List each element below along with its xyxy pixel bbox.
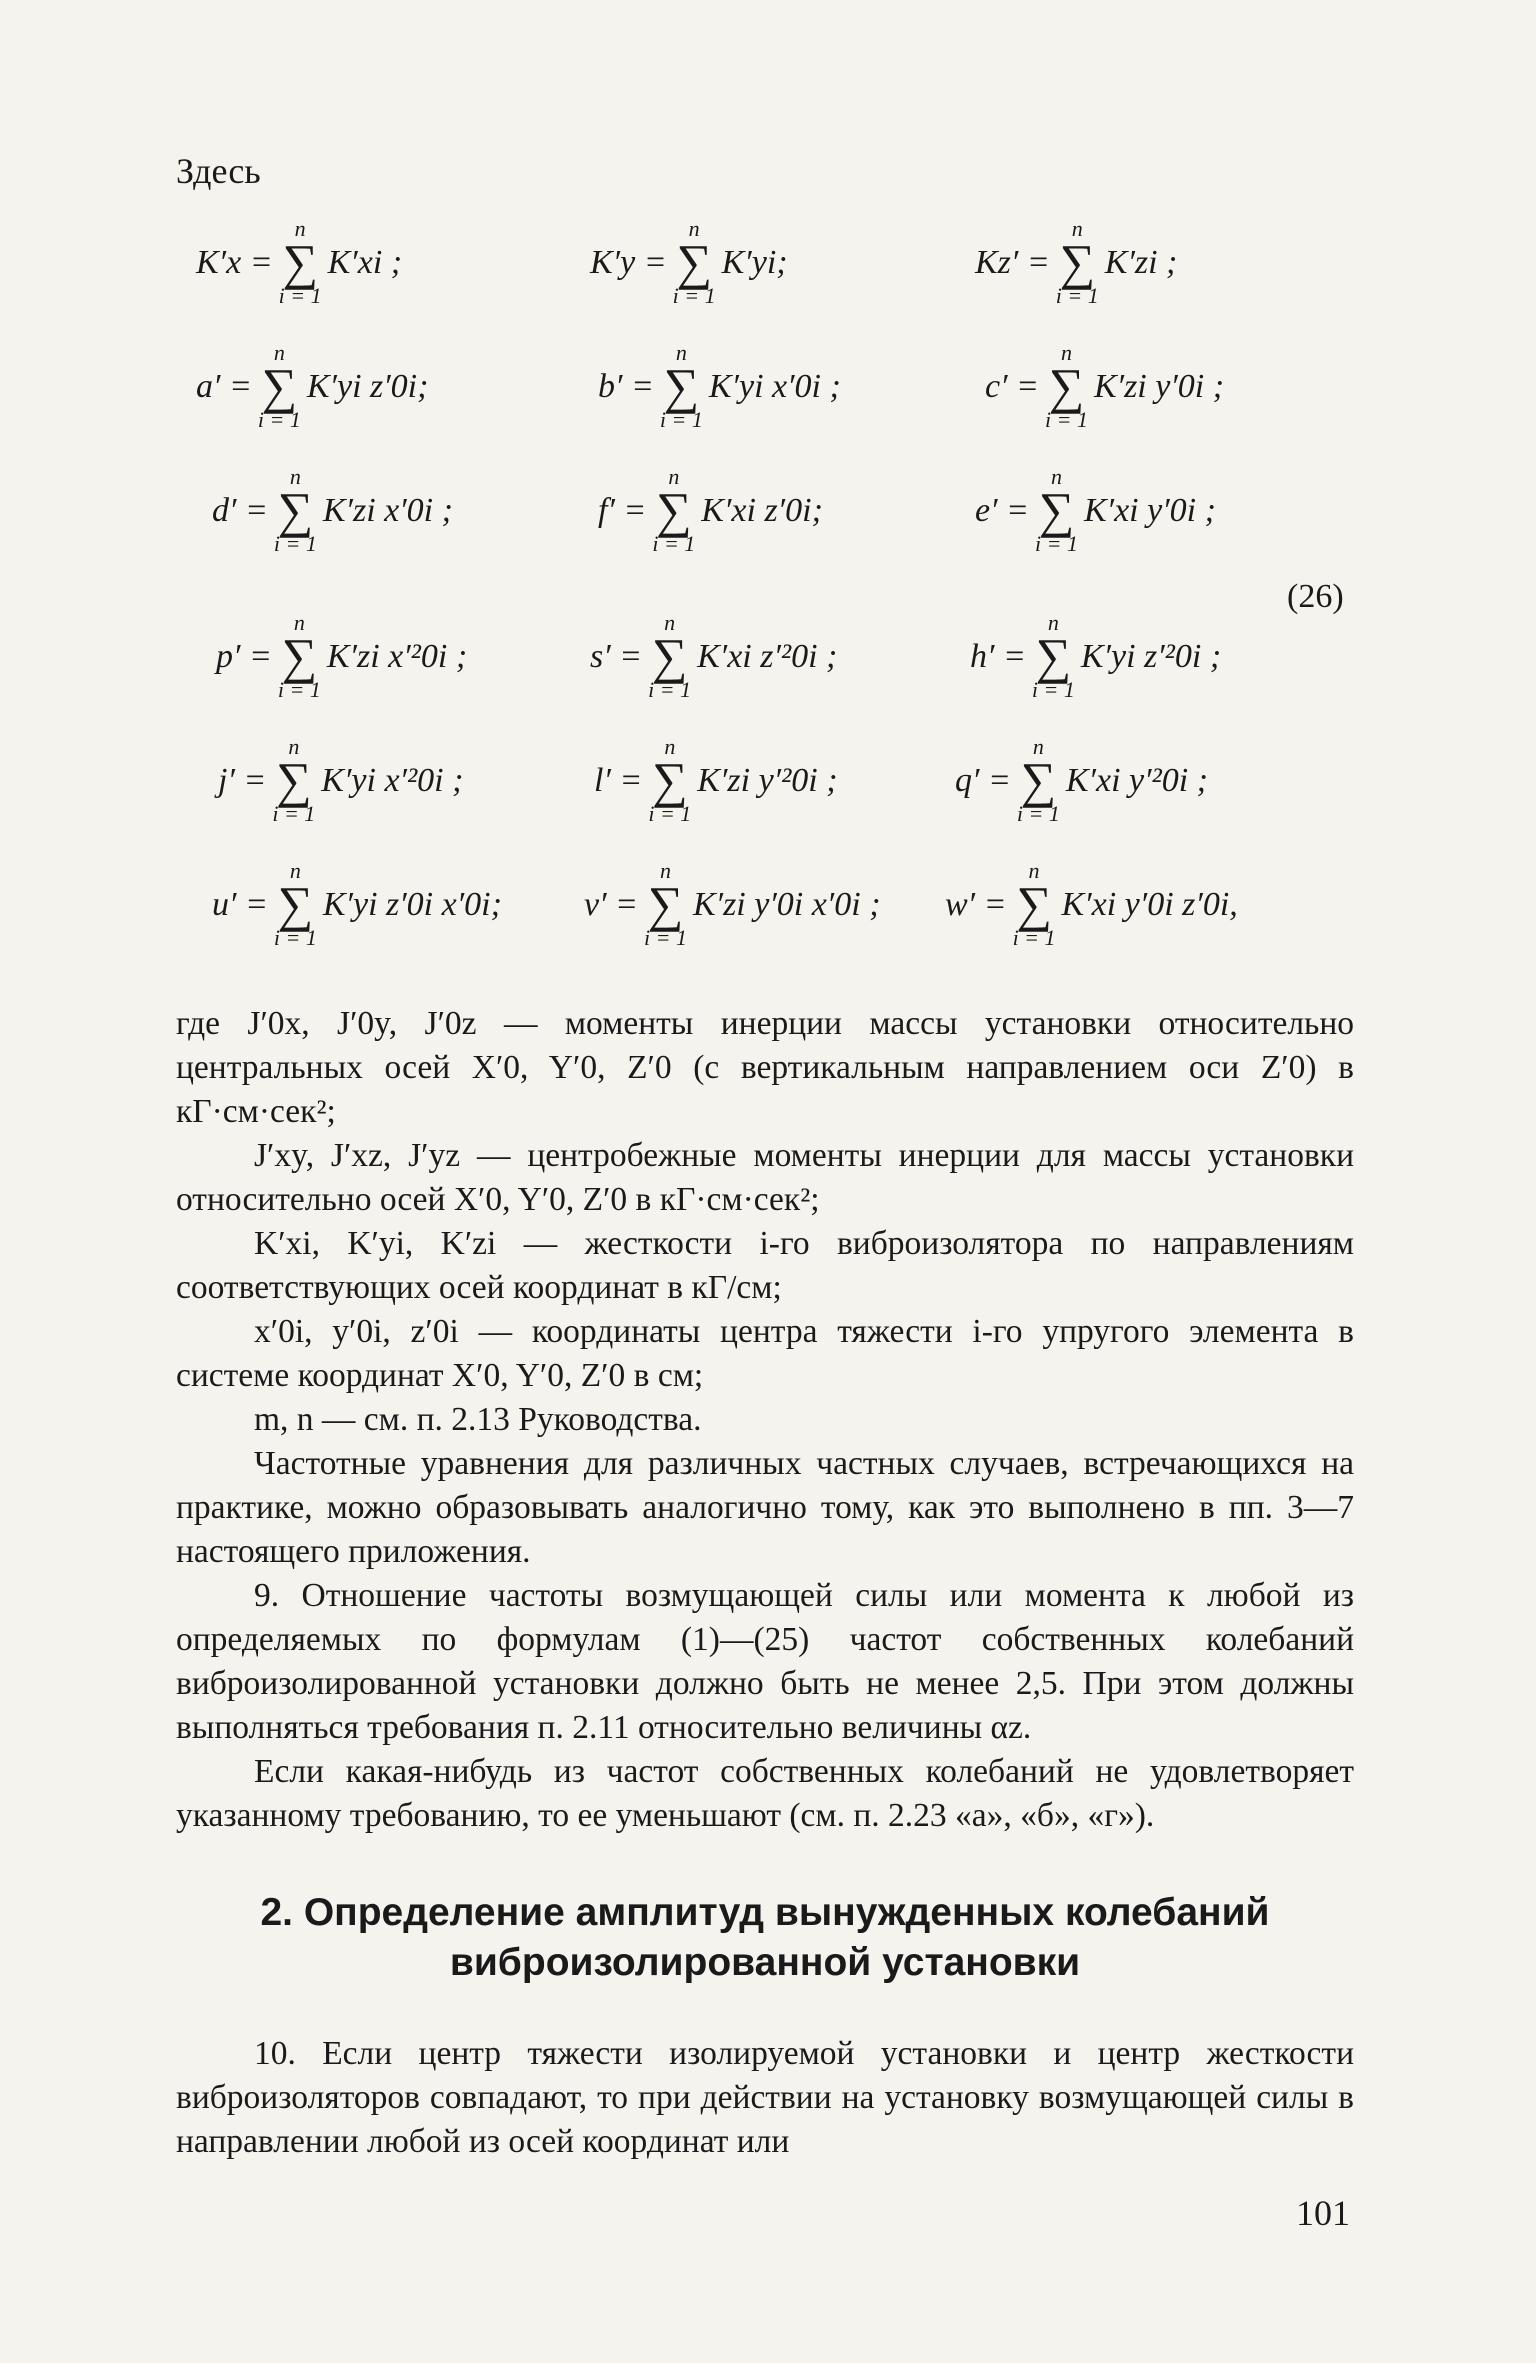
formula-f: f′ = n ∑ i = 1 K′xi z′0i; [598,464,823,556]
formula-s: s′ = n ∑ i = 1 K′xi z′²0i ; [590,610,838,702]
paragraph-if-frequency: Если какая-нибудь из частот собственных колебаний не удовлетворяет указанному требованию, то ее уменьшают (см. п. 2.23 «а», «б», «г»). [176,1753,1354,1834]
formula-q: q′ = n ∑ i = 1 K′xi y′²0i ; [955,734,1209,826]
formula-e: e′ = n ∑ i = 1 K′xi y′0i ; [975,464,1216,556]
equation-number: (26) [1287,578,1344,615]
formula-j: j′ = n ∑ i = 1 K′yi x′²0i ; [218,734,464,826]
page-number: 101 [1296,2193,1350,2233]
paragraph-9: 9. Отношение частоты возмущающей силы или момента к любой из определяемых по формулам (1)—(25) частот собственных колебаний виброизолированной установки должно быть не менее 2,5. При этом должны выполняться требования п. 2.11 относительно величины αz. [176,1577,1354,1746]
section-heading: 2. Определение амплитуд вынужденных колебаний виброизолированной установки [260,1891,1270,1984]
definition-centrifugal: J′xy, J′xz, J′yz — центробежные моменты инерции для массы установки относительно осей X′0, Y′0, Z′0 в кГ·см·сек²; [176,1137,1354,1218]
paragraph-frequency-equations: Частотные уравнения для различных частных случаев, встречающихся на практике, можно образовывать аналогично тому, как это выполнено в пп. 3—7 настоящего приложения. [176,1445,1354,1570]
formula-ky: K′y = n ∑ i = 1 K′yi; [590,216,788,308]
formula-a: a′ = n ∑ i = 1 K′yi z′0i; [196,340,429,432]
formula-w: w′ = n ∑ i = 1 K′xi y′0i z′0i, [945,858,1238,950]
formula-v: v′ = n ∑ i = 1 K′zi y′0i x′0i ; [584,858,881,950]
definition-mn: m, n — см. п. 2.13 Руководства. [254,1401,702,1438]
formula-h: h′ = n ∑ i = 1 K′yi z′²0i ; [970,610,1222,702]
paragraph-10: 10. Если центр тяжести изолируемой установки и центр жесткости виброизоляторов совпадают, то при действии на установку возмущающей силы в направлении любой из осей координат или [176,2035,1354,2160]
formula-c: c′ = n ∑ i = 1 K′zi y′0i ; [985,340,1225,432]
formula-kx: K′x = n ∑ i = 1 K′xi ; [196,216,403,308]
formula-b: b′ = n ∑ i = 1 K′yi x′0i ; [598,340,841,432]
formula-l: l′ = n ∑ i = 1 K′zi y′²0i ; [594,734,838,826]
definition-coordinates: x′0i, y′0i, z′0i — координаты центра тяжести i-го упругого элемента в системе координат X′0, Y′0, Z′0 в см; [176,1313,1354,1394]
intro-word: Здесь [176,151,261,191]
formula-d: d′ = n ∑ i = 1 K′zi x′0i ; [212,464,453,556]
definition-inertia: где J′0x, J′0y, J′0z — моменты инерции массы установки относительно центральных осей X′0, Y′0, Z′0 (с вертикальным направлением оси Z′0) в кГ·см·сек²; [176,1005,1354,1130]
formula-p: p′ = n ∑ i = 1 K′zi x′²0i ; [216,610,468,702]
formula-kz: Kz′ = n ∑ i = 1 K′zi ; [975,216,1178,308]
formula-u: u′ = n ∑ i = 1 K′yi z′0i x′0i; [212,858,502,950]
definition-stiffness: K′xi, K′yi, K′zi — жесткости i-го виброизолятора по направлениям соответствующих осей координат в кГ/см; [176,1225,1354,1306]
